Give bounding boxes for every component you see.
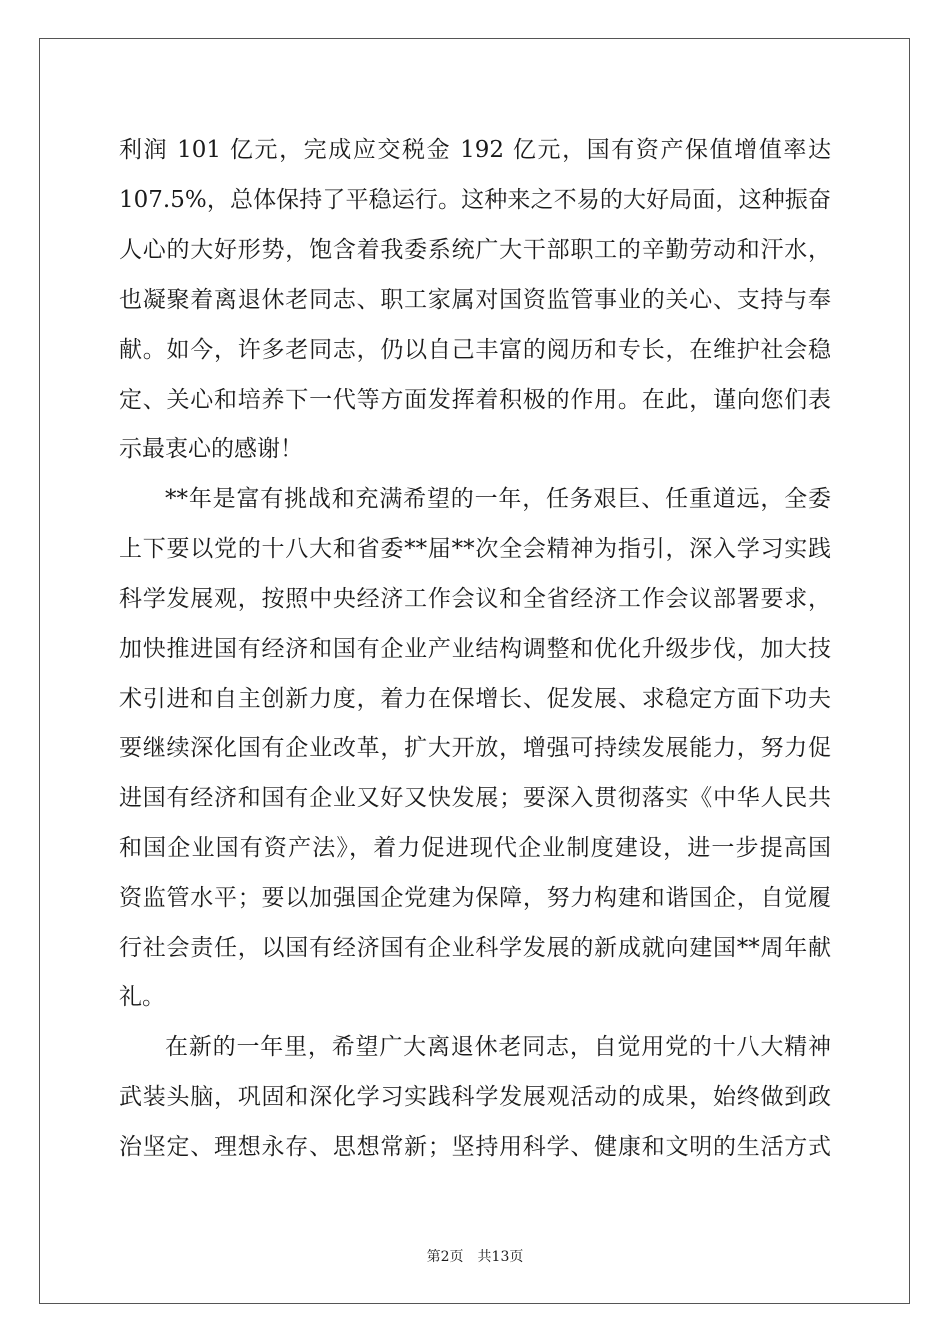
text-line: 术引进和自主创新力度，着力在保增长、促发展、求稳定方面下功夫: [119, 686, 831, 712]
text-line: 礼。: [119, 984, 165, 1010]
text-line: **年是富有挑战和充满希望的一年，任务艰巨、任重道远，全委: [165, 486, 831, 512]
text-line: 要继续深化国有企业改革，扩大开放，增强可持续发展能力，努力促: [119, 735, 831, 761]
text-line: 和国企业国有资产法》，着力促进现代企业制度建设，进一步提高国: [119, 835, 831, 861]
text-line: 利润 101 亿元，完成应交税金 192 亿元，国有资产保值增值率达: [119, 137, 831, 163]
text-line: 定、关心和培养下一代等方面发挥着积极的作用。在此，谨向您们表: [119, 387, 831, 413]
text-line: 也凝聚着离退休老同志、职工家属对国资监管事业的关心、支持与奉: [119, 287, 831, 313]
text-line: 治坚定、理想永存、思想常新；坚持用科学、健康和文明的生活方式: [119, 1134, 831, 1160]
text-line: 行社会责任，以国有经济国有企业科学发展的新成就向建国**周年献: [119, 935, 831, 961]
text-line: 人心的大好形势，饱含着我委系统广大干部职工的辛勤劳动和汗水，: [119, 237, 831, 263]
text-line: 加快推进国有经济和国有企业产业结构调整和优化升级步伐，加大技: [119, 636, 831, 662]
text-line: 进国有经济和国有企业又好又快发展；要深入贯彻落实《中华人民共: [119, 785, 831, 811]
text-line: 献。如今，许多老同志，仍以自己丰富的阅历和专长，在维护社会稳: [119, 337, 831, 363]
page-footer: [0, 1247, 950, 1267]
text-line: 在新的一年里，希望广大离退休老同志，自觉用党的十八大精神: [165, 1034, 831, 1060]
text-line: 资监管水平；要以加强国企党建为保障，努力构建和谐国企，自觉履: [119, 885, 831, 911]
page-total: 共13页: [477, 1249, 524, 1265]
page-border: [39, 38, 910, 1304]
text-line: 上下要以党的十八大和省委**届**次全会精神为指引，深入学习实践: [119, 536, 831, 562]
text-line: 107.5%，总体保持了平稳运行。这种来之不易的大好局面，这种振奋: [119, 187, 831, 213]
page-number: 第2页: [426, 1249, 464, 1265]
text-line: 示最衷心的感谢！: [119, 436, 303, 462]
text-line: 科学发展观，按照中央经济工作会议和全省经济工作会议部署要求，: [119, 586, 831, 612]
text-line: 武装头脑，巩固和深化学习实践科学发展观活动的成果，始终做到政: [119, 1084, 831, 1110]
